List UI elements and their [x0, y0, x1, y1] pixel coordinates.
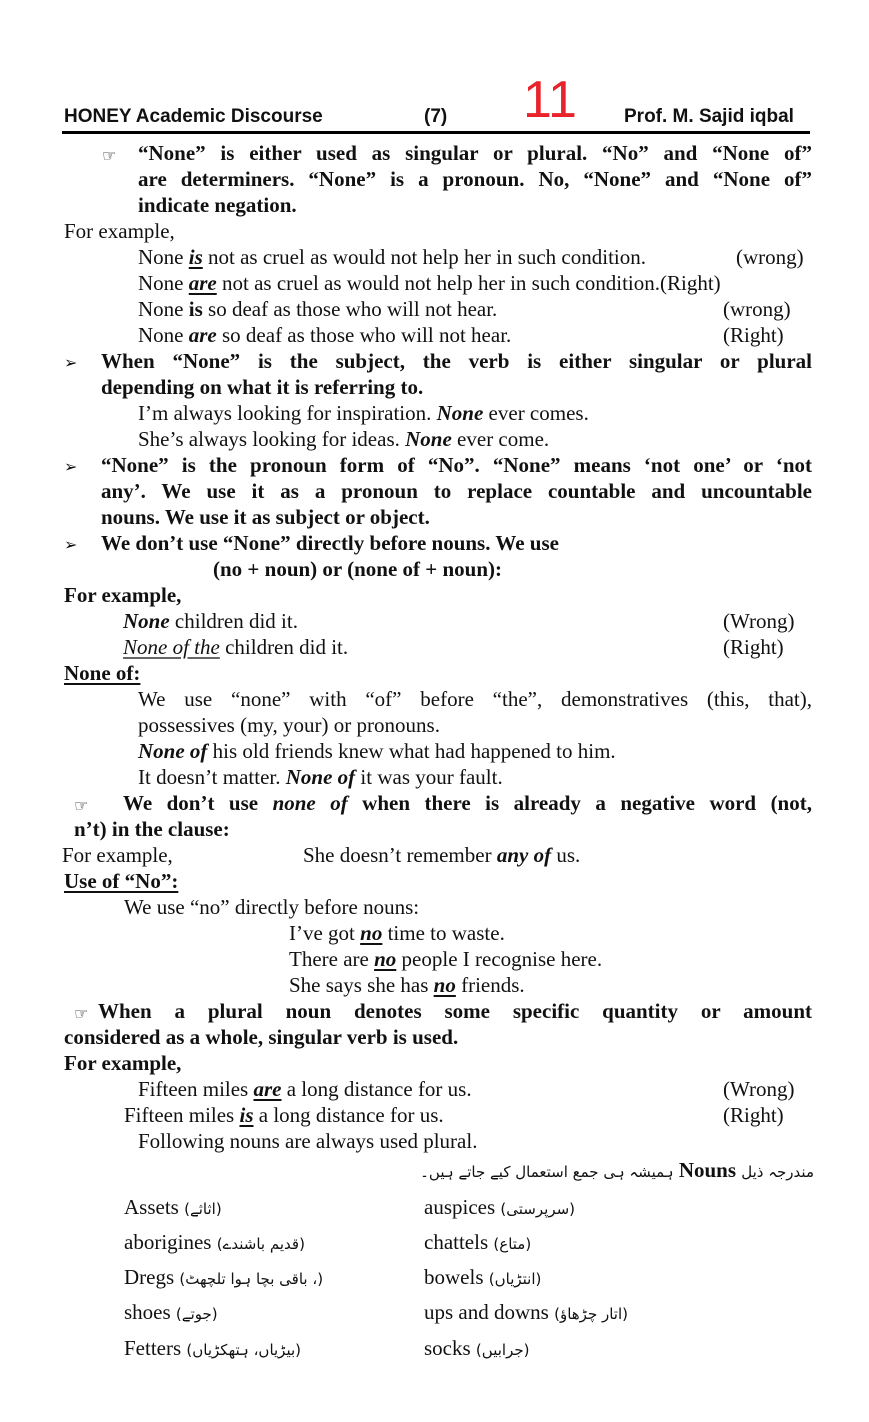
bullet2-line-2: any’. We use it as a pronoun to replace countable and uncountable	[101, 479, 812, 503]
plural-noun-item: Fetters (بیڑیاں، ہتھکڑیاں)	[124, 1336, 302, 1360]
header-title: HONEY Academic Discourse	[64, 106, 323, 127]
example1-row-1: None is not as cruel as would not help her in such condition.	[138, 245, 647, 269]
none-of-heading: None of:	[64, 661, 141, 685]
block1-line-2: are determiners. “None” is a pronoun. No, “None” and “None of”	[138, 167, 812, 191]
none-of-line-1: We use “none” with “of” before “the”, demonstratives (this, that),	[138, 687, 812, 711]
bullet1-line-2: depending on what it is referring to.	[101, 375, 424, 399]
bullet3-line-1: We don’t use “None” directly before nouns. We use	[101, 531, 559, 555]
use-of-no-intro: We use “no” directly before nouns:	[124, 895, 420, 919]
plural-noun-item: Assets (اثاثے)	[124, 1195, 222, 1219]
example1-label: For example,	[64, 219, 175, 243]
none-of-example-2: It doesn’t matter. None of it was your fault.	[138, 765, 503, 789]
use-of-no-example-3: She says she has no friends.	[289, 973, 525, 997]
block1-line-3: indicate negation.	[138, 193, 297, 217]
block3-following: Following nouns are always used plural.	[138, 1129, 478, 1153]
verdict-label: (Right)	[723, 323, 784, 347]
example2-row-2: None of the children did it.	[123, 635, 349, 659]
plural-noun-item: chattels (متاع)	[424, 1230, 532, 1254]
arrow-bullet-icon: ➢	[64, 457, 78, 476]
header-rule	[62, 131, 810, 134]
use-of-no-heading: Use of “No”:	[64, 869, 179, 893]
block3-example-label: For example,	[64, 1051, 182, 1075]
page-number: 11	[523, 71, 577, 129]
header-section-number: (7)	[424, 106, 448, 127]
none-of-line-2: possessives (my, your) or pronouns.	[138, 713, 440, 737]
block2-line-2: n’t) in the clause:	[74, 817, 230, 841]
example1-row-4: None are so deaf as those who will not hear.	[138, 323, 512, 347]
bullet1-line-1: When “None” is the subject, the verb is either singular or plural	[101, 349, 812, 373]
bullet2-line-1: “None” is the pronoun form of “No”. “None” means ‘not one’ or ‘not	[101, 453, 812, 477]
block2-example-label: For example,	[62, 843, 173, 867]
pointing-hand-icon: ☞	[74, 796, 89, 815]
arrow-bullet-icon: ➢	[64, 535, 78, 554]
block3-line-2: considered as a whole, singular verb is used.	[64, 1025, 459, 1049]
arrow-bullet-icon: ➢	[64, 353, 78, 372]
verdict-label: (Wrong)	[723, 1077, 795, 1101]
bullet3-line-2: (no + noun) or (none of + noun):	[213, 557, 503, 581]
urdu-heading: مندرجہ ذیل Nouns ہمیشہ ہی جمع استعمال کیے جاتے ہیں۔	[420, 1158, 814, 1182]
plural-noun-item: bowels (انتڑیاں)	[424, 1265, 542, 1289]
block3-line-1: When a plural noun denotes some specific quantity or amount	[98, 999, 812, 1023]
plural-noun-item: aborigines (قدیم باشندے)	[124, 1230, 305, 1254]
header-author: Prof. M. Sajid iqbal	[624, 106, 794, 127]
verdict-label: (Right)	[723, 1103, 784, 1127]
bullet2-line-3: nouns. We use it as subject or object.	[101, 505, 430, 529]
plural-noun-item: auspices (سرپرستی)	[424, 1195, 576, 1219]
pointing-hand-icon: ☞	[102, 146, 117, 165]
plural-noun-item: socks (جرابیں)	[424, 1336, 530, 1360]
block2-line-1: We don’t use none of when there is already a negative word (not,	[123, 791, 812, 815]
pointing-hand-icon: ☞	[74, 1004, 89, 1023]
block3-row-2: Fifteen miles is a long distance for us.	[124, 1103, 444, 1127]
plural-noun-item: ups and downs (اتار چڑھاؤ)	[424, 1300, 629, 1324]
bullet1-example-1: I’m always looking for inspiration. None ever comes.	[138, 401, 589, 425]
block3-row-1: Fifteen miles are a long distance for us.	[138, 1077, 472, 1101]
plural-noun-item: Dregs (باقی بچا ہوا تلچھٹ ،)	[124, 1265, 324, 1289]
use-of-no-example-1: I’ve got no time to waste.	[289, 921, 505, 945]
block2-example: She doesn’t remember any of us.	[303, 843, 581, 867]
plural-noun-item: shoes (جوتے)	[124, 1300, 218, 1324]
verdict-label: (wrong)	[723, 297, 791, 321]
none-of-example-1: None of his old friends knew what had happened to him.	[138, 739, 616, 763]
bullet1-example-2: She’s always looking for ideas. None ever come.	[138, 427, 550, 451]
verdict-label: (Wrong)	[723, 609, 795, 633]
block1-line-1: “None” is either used as singular or plural. “No” and “None of”	[138, 141, 812, 165]
example2-row-1: None children did it.	[123, 609, 298, 633]
example1-row-2: None are not as cruel as would not help her in such condition.(Right)	[138, 271, 721, 295]
verdict-label: (wrong)	[736, 245, 804, 269]
verdict-label: (Right)	[723, 635, 784, 659]
example2-label: For example,	[64, 583, 182, 607]
use-of-no-example-2: There are no people I recognise here.	[289, 947, 603, 971]
example1-row-3: None is so deaf as those who will not hear.	[138, 297, 498, 321]
